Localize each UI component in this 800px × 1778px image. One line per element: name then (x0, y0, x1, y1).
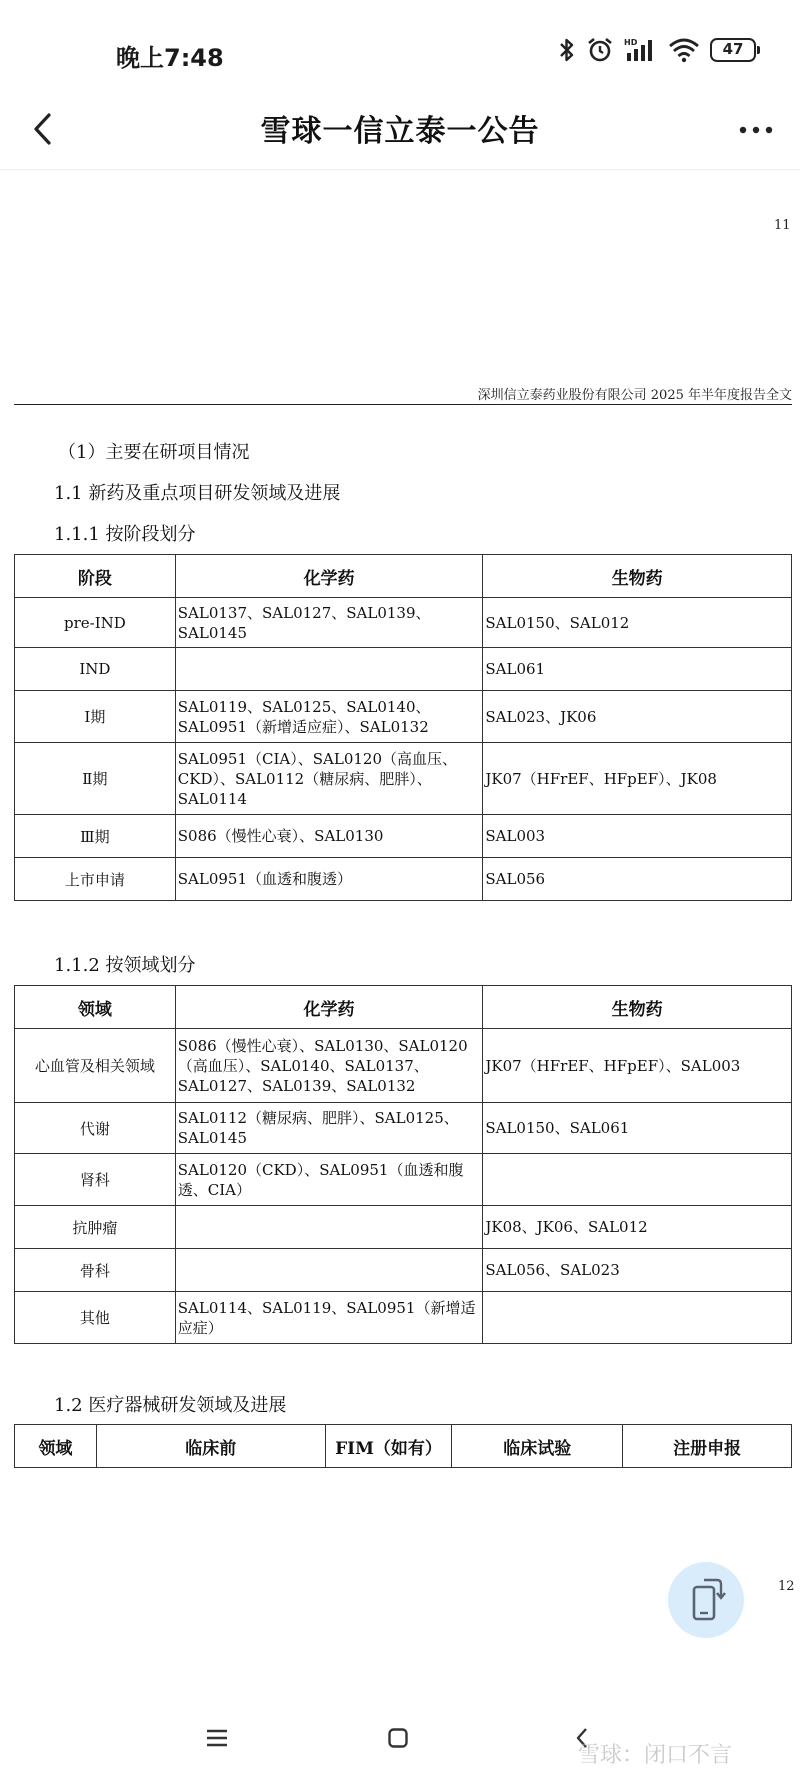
area-cell: 肾科 (15, 1154, 176, 1206)
table-row (15, 648, 792, 691)
bio-cell (483, 1292, 792, 1344)
table-row (15, 1103, 792, 1154)
nav-home-button[interactable] (378, 1718, 418, 1758)
area-table (14, 985, 792, 1344)
section-1-1-heading: 1.1 新药及重点项目研发领域及进展 (54, 483, 341, 504)
chem-cell: SAL0114、SAL0119、SAL0951（新增适应症） (175, 1292, 483, 1344)
bio-cell (483, 1154, 792, 1206)
table-row (15, 1292, 792, 1344)
table-header-cell: 临床试验 (452, 1425, 623, 1468)
chem-cell: SAL0112（糖尿病、肥胖）、SAL0125、SAL0145 (175, 1103, 483, 1154)
alarm-icon (586, 36, 614, 64)
bio-cell: JK07（HFrEF、HFpEF）、SAL003 (483, 1029, 792, 1103)
hd-label: HD (624, 38, 638, 47)
chem-cell (175, 1249, 483, 1292)
stage-cell: pre-IND (15, 598, 176, 648)
bio-cell: SAL023、JK06 (483, 691, 792, 743)
table-row (15, 1206, 792, 1249)
stage-cell: IND (15, 648, 176, 691)
rotate-phone-icon (686, 1577, 726, 1623)
stage-table (14, 554, 792, 901)
bluetooth-icon (558, 37, 576, 63)
nav-menu-button[interactable] (197, 1718, 237, 1758)
bio-cell: SAL0150、SAL012 (483, 598, 792, 648)
table-header-cell: FIM（如有） (325, 1425, 452, 1468)
stage-cell: Ⅲ期 (15, 815, 176, 858)
stage-cell: Ⅱ期 (15, 743, 176, 815)
watermark: 雪球：闭口不言 (578, 1743, 733, 1768)
menu-icon (205, 1728, 229, 1748)
more-dots-icon (739, 126, 773, 134)
area-cell: 代谢 (15, 1103, 176, 1154)
table-header-cell: 阶段 (15, 555, 176, 598)
area-cell: 心血管及相关领域 (15, 1029, 176, 1103)
table-header-row (15, 986, 792, 1029)
table-row (15, 1154, 792, 1206)
stage-cell: Ⅰ期 (15, 691, 176, 743)
device-table (14, 1424, 792, 1468)
table-row (15, 858, 792, 901)
chem-cell: SAL0120（CKD）、SAL0951（血透和腹透、CIA） (175, 1154, 483, 1206)
bio-cell: SAL003 (483, 815, 792, 858)
chem-cell: S086（慢性心衰）、SAL0130、SAL0120（高血压）、SAL0140、SAL0137、SAL0127、SAL0139、SAL0132 (175, 1029, 483, 1103)
table-header-cell: 领域 (15, 1425, 97, 1468)
page-title: 雪球一信立泰一公告 (260, 114, 540, 149)
bio-cell: SAL056 (483, 858, 792, 901)
area-cell: 抗肿瘤 (15, 1206, 176, 1249)
bio-cell: JK08、JK06、SAL012 (483, 1206, 792, 1249)
wifi-icon (668, 37, 700, 63)
chem-cell: SAL0951（血透和腹透） (175, 858, 483, 901)
table-row (15, 1249, 792, 1292)
bio-cell: JK07（HFrEF、HFpEF）、JK08 (483, 743, 792, 815)
bio-cell: SAL056、SAL023 (483, 1249, 792, 1292)
document-header: 深圳信立泰药业股份有限公司 2025 年半年度报告全文 (477, 388, 792, 403)
table-header-cell: 生物药 (483, 555, 792, 598)
more-options-button[interactable] (734, 110, 778, 150)
table-row (15, 743, 792, 815)
section-1-1-2-heading: 1.1.2 按领域划分 (54, 955, 196, 976)
page-number-bottom: 12 (778, 1579, 795, 1594)
table-header-cell: 领域 (15, 986, 176, 1029)
title-bar (0, 100, 800, 170)
table-header-cell: 化学药 (175, 986, 483, 1029)
table-row (15, 1029, 792, 1103)
bio-cell: SAL061 (483, 648, 792, 691)
chem-cell: SAL0119、SAL0125、SAL0140、SAL0951（新增适应症）、SAL0132 (175, 691, 483, 743)
table-header-row (15, 555, 792, 598)
section-1-1-1-heading: 1.1.1 按阶段划分 (54, 524, 196, 545)
chem-cell: SAL0137、SAL0127、SAL0139、SAL0145 (175, 598, 483, 648)
status-icons (558, 36, 756, 64)
table-header-row (15, 1425, 792, 1468)
table-header-cell: 化学药 (175, 555, 483, 598)
battery-indicator: 47 (710, 38, 756, 62)
chem-cell (175, 648, 483, 691)
rotate-screen-button[interactable] (668, 1562, 744, 1638)
table-header-cell: 生物药 (483, 986, 792, 1029)
area-cell: 其他 (15, 1292, 176, 1344)
bio-cell: SAL0150、SAL061 (483, 1103, 792, 1154)
section-1-2-heading: 1.2 医疗器械研发领域及进展 (54, 1395, 287, 1416)
home-square-icon (387, 1727, 409, 1749)
area-cell: 骨科 (15, 1249, 176, 1292)
status-bar (0, 0, 800, 100)
stage-cell: 上市申请 (15, 858, 176, 901)
chem-cell: SAL0951（CIA）、SAL0120（高血压、CKD）、SAL0112（糖尿病、肥胖）、SAL0114 (175, 743, 483, 815)
signal-icon (624, 37, 658, 63)
table-header-cell: 注册申报 (623, 1425, 792, 1468)
table-row (15, 598, 792, 648)
section-main-heading: （1）主要在研项目情况 (58, 442, 250, 463)
table-row (15, 691, 792, 743)
chem-cell: S086（慢性心衰）、SAL0130 (175, 815, 483, 858)
chem-cell (175, 1206, 483, 1249)
page-number-top: 11 (774, 218, 791, 233)
status-time: 晚上7:48 (116, 44, 224, 72)
table-row (15, 815, 792, 858)
table-header-cell: 临床前 (96, 1425, 325, 1468)
header-rule (14, 404, 792, 405)
